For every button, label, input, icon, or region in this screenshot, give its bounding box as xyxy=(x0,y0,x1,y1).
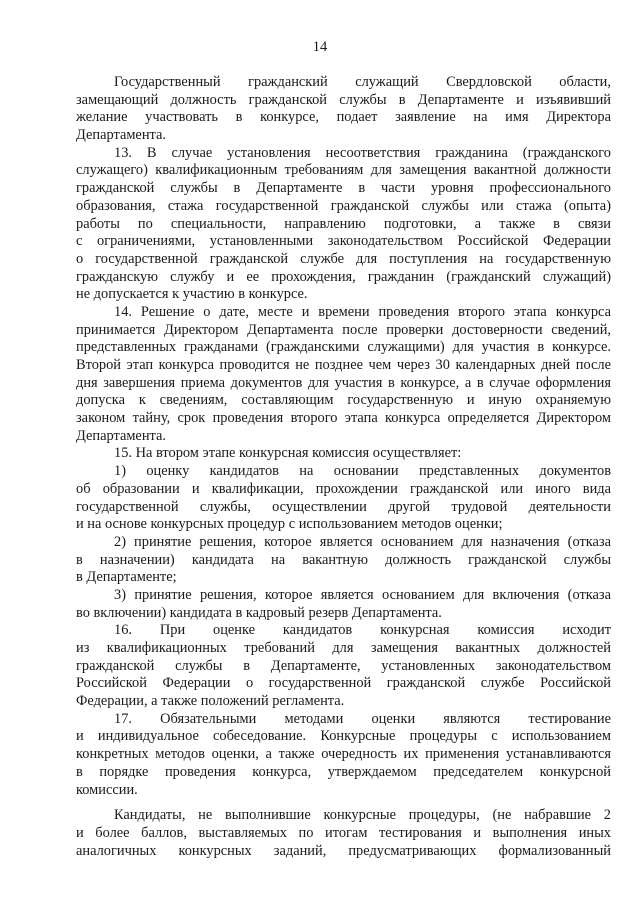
text-line: 14. Решение о дате, месте и времени проведения второго этапа конкурса xyxy=(114,303,611,320)
text-line: Департамента. xyxy=(76,427,166,444)
text-line: и индивидуальное собеседование. Конкурсные процедуры с использованием xyxy=(76,728,611,745)
text-line: с ограничениями, установленными законодательством Российской Федерации xyxy=(76,233,611,250)
text-line: 13. В случае установления несоответствия гражданина (гражданского xyxy=(114,144,611,161)
text-line: 16. При оценке кандидатов конкурсная комиссия исходит xyxy=(114,622,611,639)
paragraph-clause-13 xyxy=(76,145,611,304)
text-line: служащего) квалификационным требованиям для замещения вакантной должности xyxy=(76,162,611,179)
text-line: представленных гражданами (гражданскими служащими) для участия в конкурсе. xyxy=(76,339,611,356)
text-line: в назначении) кандидата на вакантную должность гражданской службы xyxy=(76,551,611,568)
paragraph-clause-17 xyxy=(76,711,611,799)
paragraph-item-1 xyxy=(76,463,611,534)
paragraph-candidates xyxy=(76,807,611,860)
text-line: гражданской службы в Департаменте, установленных законодательством xyxy=(76,657,611,674)
text-line: Государственный гражданский служащий Свердловской области, xyxy=(114,74,611,90)
text-line: желание участвовать в конкурсе, подает заявление на имя Директора xyxy=(76,109,611,126)
paragraph-application-submission xyxy=(76,74,611,145)
text-line: 3) принятие решения, которое является основанием для включения (отказа xyxy=(114,586,611,603)
text-line: 2) принятие решения, которое является основанием для назначения (отказа xyxy=(114,533,611,550)
text-line: Второй этап конкурса проводится не позднее чем через 30 календарных дней после xyxy=(76,357,611,373)
text-line: 1) оценку кандидатов на основании представленных документов xyxy=(114,463,611,480)
text-line: Российской Федерации о государственной гражданской службе Российской xyxy=(76,675,611,692)
text-line: Департамента. xyxy=(76,127,166,144)
text-line: образования, стажа государственной гражданской службы или стажа (опыта) xyxy=(76,197,611,214)
text-line: Федерации, а также положений регламента. xyxy=(76,693,345,710)
paragraph-item-2 xyxy=(76,534,611,587)
text-line: в порядке проведения конкурса, утверждаемом председателем конкурсной xyxy=(76,763,611,780)
text-line: не допускается к участию в конкурсе. xyxy=(76,286,308,303)
text-line: законом тайну, срок проведения второго этапа конкурса определяется Директором xyxy=(76,410,611,427)
text-line: об образовании и квалификации, прохождении гражданской или иного вида xyxy=(76,480,611,497)
text-line: работы по специальности, направлению подготовки, а также в связи xyxy=(76,215,611,232)
text-line: Кандидаты, не выполнившие конкурсные процедуры, (не набравшие 2 xyxy=(114,807,611,824)
text-line: из квалификационных требований для замещения вакантных должностей xyxy=(76,640,611,656)
text-line: 15. На втором этапе конкурсная комиссия осуществляет: xyxy=(114,445,462,462)
text-line: государственной службы, осуществлении другой трудовой деятельности xyxy=(76,498,611,515)
text-line: аналогичных конкурсных заданий, предусматривающих формализованный xyxy=(76,842,611,859)
page-number: 14 xyxy=(312,39,328,55)
document-body xyxy=(76,74,611,860)
text-line: комиссии. xyxy=(76,781,138,798)
text-line: гражданскую службу и ее прохождения, гражданин (гражданский служащий) xyxy=(76,268,611,285)
text-line: 17. Обязательными методами оценки являются тестирование xyxy=(114,710,611,727)
text-line: принимается Директором Департамента после проверки достоверности сведений, xyxy=(76,321,611,338)
text-line: допуска к сведениям, составляющим государственную и иную охраняемую xyxy=(76,392,611,409)
paragraph-item-3 xyxy=(76,587,611,622)
text-line: гражданской службы в Департаменте в части уровня профессионального xyxy=(76,180,611,197)
text-line: во включении) кандидата в кадровый резерв Департамента. xyxy=(76,604,442,621)
text-line: и более баллов, выставляемых по итогам тестирования и выполнения иных xyxy=(76,824,611,841)
text-line: дня завершения приема документов для участия в конкурсе, а в случае оформления xyxy=(76,374,611,391)
text-line: о государственной гражданской службе для поступления на государственную xyxy=(76,250,611,267)
text-line: в Департаменте; xyxy=(76,569,177,586)
paragraph-clause-15 xyxy=(76,445,611,463)
text-line: замещающий должность гражданской службы в Департаменте и изъявивший xyxy=(76,91,611,108)
paragraph-clause-16 xyxy=(76,622,611,710)
text-line: и на основе конкурсных процедур с использованием методов оценки; xyxy=(76,516,503,533)
text-line: конкретных методов оценки, а также очередность их применения устанавливаются xyxy=(76,746,611,763)
paragraph-clause-14 xyxy=(76,304,611,446)
